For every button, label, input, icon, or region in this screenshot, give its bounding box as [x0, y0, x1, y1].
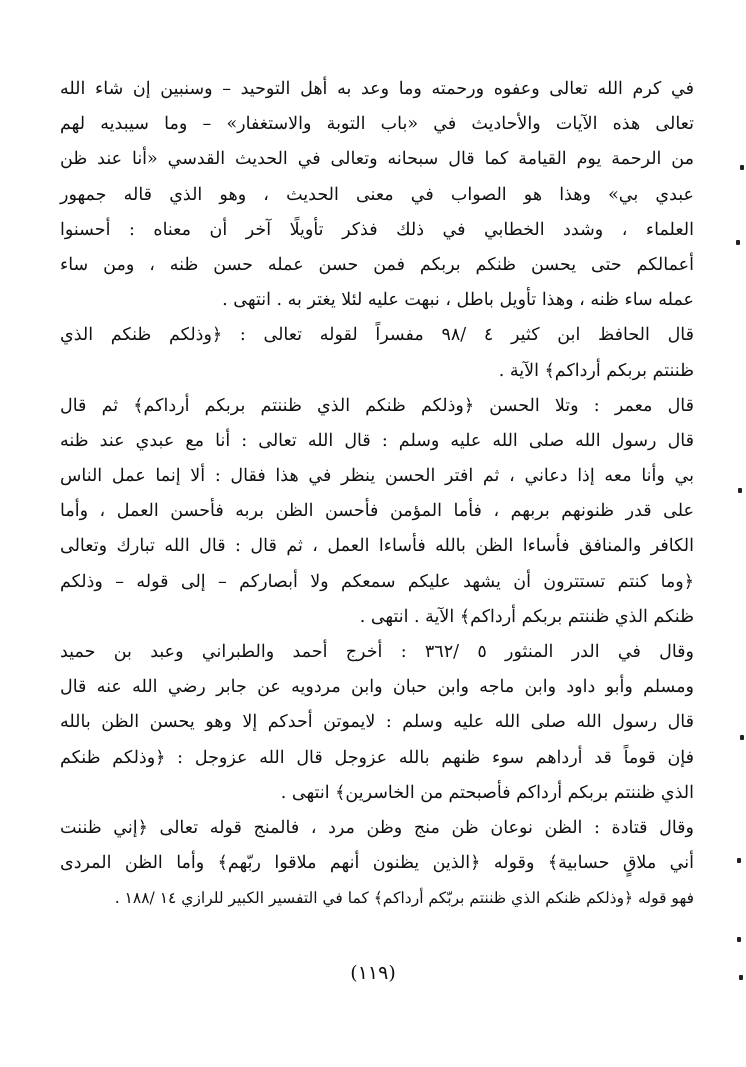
text-line: أني ملاقٍ حسابية﴾ وقوله ﴿الذين يظنون أنهم ملاقوا ربّهم﴾ وأما الظن المردى — [60, 853, 694, 874]
text-line: عمله ساء ظنه ، وهذا تأويل باطل ، نبهت عليه لئلا يغتر به . انتهى . — [222, 290, 694, 311]
text-line: فإن قوماً قد أرداهم سوء ظنهم بالله عزوجل قال الله عزوجل : ﴿وذلكم ظنكم — [60, 747, 694, 768]
text-line: قال معمر : وتلا الحسن ﴿وذلكم ظنكم الذي ظننتم بربكم أرداكم﴾ ثم قال — [60, 395, 694, 416]
text-line: ومسلم وأبو داود وابن ماجه وابن حبان وابن مردويه عن جابر رضي الله عنه قال — [60, 677, 694, 698]
text-line: على قدر ظنونهم بربهم ، فأما المؤمن فأحسن الظن بربه فأحسن العمل ، وأما — [60, 501, 694, 522]
margin-mark — [740, 735, 744, 740]
text-line: تعالى هذه الآيات والأحاديث في «باب التوبة والاستغفار» – وما سيبديه لهم — [60, 114, 694, 135]
margin-mark — [740, 165, 744, 170]
text-line: عبدي بي» وهذا هو الصواب في معنى الحديث ، وهو الذي قاله جمهور — [60, 184, 694, 205]
text-line: قال رسول الله صلى الله عليه وسلم : قال الله تعالى : أنا مع عبدي عند ظنه — [60, 430, 694, 451]
text-line: وقال في الدر المنثور ٥ /٣٦٢ : أخرج أحمد والطبراني وعبد بن حميد — [60, 642, 694, 662]
margin-mark — [737, 858, 741, 863]
text-line: ﴿وما كنتم تستترون أن يشهد عليكم سمعكم ولا أبصاركم – إلى قوله – وذلكم — [60, 571, 694, 592]
text-line: الذي ظننتم بربكم أرداكم فأصبحتم من الخاسرين﴾ انتهى . — [280, 782, 694, 803]
margin-mark — [739, 975, 743, 980]
text-line: الكافر والمنافق فأساءا الظن بالله فأساءا العمل ، ثم قال : قال الله تبارك وتعالى — [60, 536, 694, 557]
page-number: (١١٩) — [350, 962, 396, 984]
text-line: أعمالكم حتى يحسن ظنكم بربكم فمن حسن عمله حسن ظنه ، ومن ساء — [60, 254, 694, 275]
margin-mark — [737, 937, 741, 942]
margin-mark — [736, 240, 740, 245]
text-line: بي وأنا معه إذا دعاني ، ثم افتر الحسن ينظر في هذا فقال : ألا إنما عمل الناس — [60, 466, 694, 487]
text-line: وقال قتادة : الظن نوعان ظن منج وظن مرد ، فالمنج قوله تعالى ﴿إني ظننت — [60, 817, 694, 838]
text-line: ظنكم الذي ظننتم بربكم أرداكم﴾ الآية . انتهى . — [359, 606, 694, 627]
text-line: ظننتم بربكم أرداكم﴾ الآية . — [498, 360, 694, 381]
text-line: قال الحافظ ابن كثير ٤ /٩٨ مفسراً لقوله تعالى : ﴿وذلكم ظنكم الذي — [60, 325, 694, 346]
text-line: من الرحمة يوم القيامة كما قال سبحانه وتعالى في الحديث القدسي «أنا عند ظن — [60, 149, 694, 170]
margin-mark — [738, 488, 742, 493]
text-line: فهو قوله ﴿وذلكم ظنكم الذي ظننتم بربّكم أرداكم﴾ كما في التفسير الكبير للرازي ١٤ /١٨٨ . — [114, 889, 694, 908]
page-text — [60, 72, 694, 917]
text-line: في كرم الله تعالى وعفوه ورحمته وما وعد به أهل التوحيد – وسنبين إن شاء الله — [60, 79, 694, 99]
text-line: العلماء ، وشدد الخطابي في ذلك فذكر تأويلًا آخر أن معناه : أحسنوا — [60, 219, 694, 240]
text-line: قال رسول الله صلى الله عليه وسلم : لايموتن أحدكم إلا وهو يحسن الظن بالله — [60, 712, 694, 733]
